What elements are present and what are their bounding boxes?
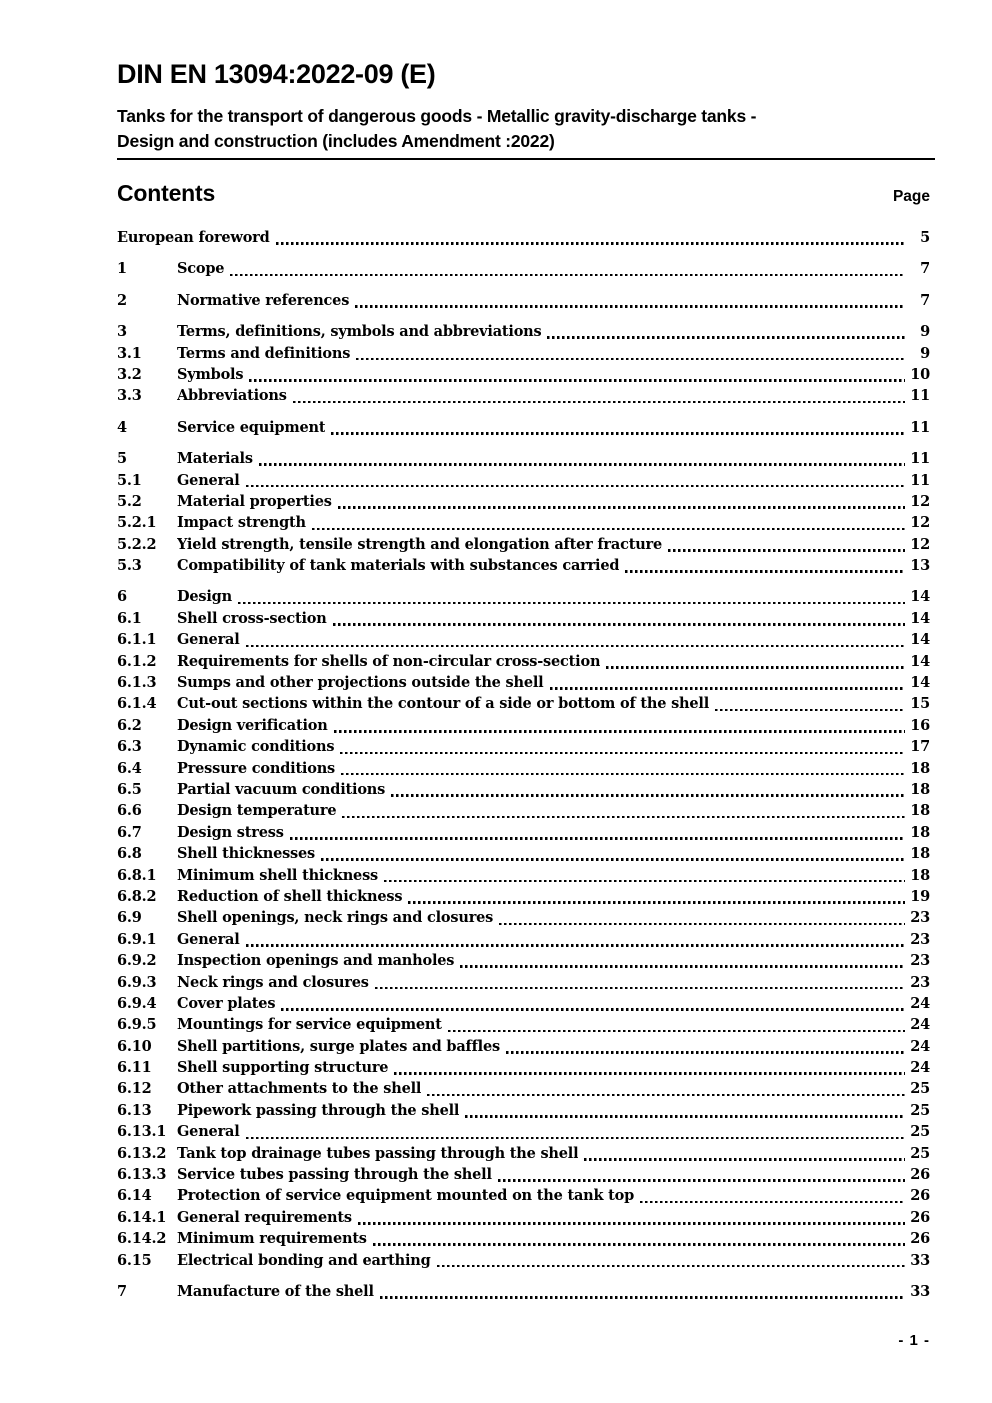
toc-entry-number: 6.8.1 bbox=[117, 866, 157, 884]
toc-entry-page: 13 bbox=[910, 557, 930, 575]
toc-entry-title: Service tubes passing through the shell bbox=[177, 1166, 492, 1184]
toc-entry-number: 3 bbox=[117, 323, 127, 341]
toc-entry-title: Service equipment bbox=[177, 418, 326, 436]
dotted-leader bbox=[437, 1265, 905, 1268]
toc-row bbox=[117, 1121, 930, 1142]
toc-entry-title: Electrical bonding and earthing bbox=[177, 1251, 431, 1269]
page-column-label: Page bbox=[892, 188, 930, 205]
toc-entry-number: 6.1.1 bbox=[117, 631, 157, 649]
toc-row bbox=[117, 555, 930, 576]
toc-entry-number: 5.2 bbox=[117, 492, 142, 510]
toc-entry-title: Compatibility of tank materials with substances carried bbox=[177, 557, 620, 575]
toc-entry-title: European foreword bbox=[117, 229, 270, 246]
toc-entry-page: 12 bbox=[910, 535, 930, 553]
contents-heading: Contents bbox=[117, 180, 216, 206]
toc-entry-title: Abbreviations bbox=[177, 387, 287, 405]
dotted-leader bbox=[375, 987, 905, 990]
toc-entry-page: 11 bbox=[910, 450, 930, 468]
toc-entry-page: 12 bbox=[910, 492, 930, 510]
toc-entry-title: Minimum shell thickness bbox=[177, 866, 378, 884]
toc-entry-page: 14 bbox=[910, 674, 930, 692]
toc-row bbox=[117, 865, 930, 886]
toc-row bbox=[117, 448, 930, 469]
dotted-leader bbox=[550, 687, 906, 690]
toc-entry-number: 3.2 bbox=[117, 365, 142, 383]
toc-entry-number: 4 bbox=[117, 418, 127, 436]
toc-entry-number: 5.2.2 bbox=[117, 535, 157, 553]
toc-entry-title: General requirements bbox=[177, 1208, 352, 1226]
toc-entry-number: 2 bbox=[117, 291, 127, 309]
dotted-leader bbox=[584, 1158, 905, 1161]
dotted-leader bbox=[290, 837, 905, 840]
dotted-leader bbox=[384, 880, 905, 883]
toc-entry-number: 6.1.2 bbox=[117, 652, 157, 670]
toc-entry-number: 6.2 bbox=[117, 716, 142, 734]
toc-entry-title: Shell supporting structure bbox=[177, 1059, 389, 1077]
toc-entry-page: 26 bbox=[910, 1208, 930, 1226]
toc-entry-number: 6.5 bbox=[117, 780, 142, 798]
dotted-leader bbox=[312, 528, 905, 531]
toc-entry-title: Terms, definitions, symbols and abbreviations bbox=[177, 323, 542, 341]
toc-row bbox=[117, 886, 930, 907]
footer-page-number: - 1 - bbox=[898, 1332, 930, 1350]
toc-entry-page: 18 bbox=[910, 780, 930, 798]
toc-row bbox=[117, 470, 930, 491]
toc-row bbox=[117, 1057, 930, 1078]
toc-row bbox=[117, 672, 930, 693]
toc-entry-number: 6.6 bbox=[117, 802, 142, 820]
dotted-leader bbox=[391, 794, 905, 797]
toc-entry-number: 6.14 bbox=[117, 1187, 152, 1205]
toc-row bbox=[117, 629, 930, 650]
toc-entry-title: Shell partitions, surge plates and baffles bbox=[177, 1037, 500, 1055]
dotted-leader bbox=[606, 666, 905, 669]
toc-row bbox=[117, 512, 930, 533]
toc-row bbox=[117, 950, 930, 971]
toc-entry-page: 24 bbox=[910, 1059, 930, 1077]
dotted-leader bbox=[625, 570, 905, 573]
toc-entry-number: 6.3 bbox=[117, 738, 142, 756]
toc-entry-number: 6.14.1 bbox=[117, 1208, 167, 1226]
toc-entry-page: 24 bbox=[910, 1016, 930, 1034]
toc-entry-page: 18 bbox=[910, 802, 930, 820]
toc-entry-number: 6.13.3 bbox=[117, 1166, 167, 1184]
toc-entry-title: Pressure conditions bbox=[177, 759, 336, 777]
dotted-leader bbox=[355, 305, 905, 308]
toc-entry-number: 6.14.2 bbox=[117, 1230, 167, 1248]
toc-entry-page: 9 bbox=[920, 344, 930, 362]
toc-entry-number: 6.10 bbox=[117, 1037, 152, 1055]
toc-row bbox=[117, 693, 930, 714]
toc-entry-page: 11 bbox=[910, 387, 930, 405]
contents-header-row bbox=[117, 179, 930, 207]
toc-entry-title: General bbox=[177, 471, 240, 489]
toc-row bbox=[117, 1164, 930, 1185]
toc-entry-page: 15 bbox=[910, 695, 930, 713]
toc-entry-title: Inspection openings and manholes bbox=[177, 952, 455, 970]
toc-row bbox=[117, 491, 930, 512]
toc-row bbox=[117, 1250, 930, 1271]
dotted-leader bbox=[333, 623, 905, 626]
toc-entry-number: 6.13.2 bbox=[117, 1144, 167, 1162]
table-of-contents bbox=[117, 227, 930, 1302]
toc-entry-number: 6.9.2 bbox=[117, 952, 157, 970]
toc-row bbox=[117, 1228, 930, 1249]
toc-entry-title: Requirements for shells of non-circular cross-section bbox=[177, 652, 601, 670]
dotted-leader bbox=[342, 816, 905, 819]
dotted-leader bbox=[338, 506, 905, 509]
toc-entry-title: Protection of service equipment mounted on the tank top bbox=[177, 1187, 635, 1205]
toc-entry-number: 6.9.1 bbox=[117, 930, 157, 948]
toc-row bbox=[117, 321, 930, 342]
toc-row bbox=[117, 1143, 930, 1164]
dotted-leader bbox=[460, 965, 905, 968]
toc-entry-page: 17 bbox=[910, 738, 930, 756]
toc-entry-page: 5 bbox=[920, 229, 930, 246]
toc-entry-page: 23 bbox=[910, 952, 930, 970]
toc-entry-number: 6.9 bbox=[117, 909, 142, 927]
doc-title-line-2: Design and construction (includes Amendment :2022) bbox=[117, 131, 555, 151]
dotted-leader bbox=[506, 1051, 905, 1054]
dotted-leader bbox=[356, 358, 905, 361]
dotted-leader bbox=[259, 463, 905, 466]
toc-row bbox=[117, 290, 930, 311]
toc-entry-number: 6.13.1 bbox=[117, 1123, 167, 1141]
toc-entry-title: Symbols bbox=[177, 365, 244, 383]
dotted-leader bbox=[334, 730, 905, 733]
toc-entry-page: 26 bbox=[910, 1166, 930, 1184]
toc-entry-number: 6.1.4 bbox=[117, 695, 157, 713]
toc-entry-page: 16 bbox=[910, 716, 930, 734]
toc-entry-page: 11 bbox=[910, 471, 930, 489]
toc-entry-number: 6.1 bbox=[117, 609, 142, 627]
toc-row bbox=[117, 586, 930, 607]
toc-entry-title: Design verification bbox=[177, 716, 328, 734]
dotted-leader bbox=[230, 274, 905, 277]
toc-entry-page: 14 bbox=[910, 609, 930, 627]
toc-entry-page: 26 bbox=[910, 1230, 930, 1248]
toc-row bbox=[117, 800, 930, 821]
toc-row bbox=[117, 343, 930, 364]
toc-entry-number: 5.3 bbox=[117, 557, 142, 575]
dotted-leader bbox=[340, 752, 905, 755]
toc-entry-page: 24 bbox=[910, 1037, 930, 1055]
toc-entry-page: 23 bbox=[910, 973, 930, 991]
toc-row bbox=[117, 1036, 930, 1057]
toc-entry-title: Mountings for service equipment bbox=[177, 1016, 442, 1034]
toc-entry-page: 33 bbox=[910, 1282, 930, 1300]
dotted-leader bbox=[238, 602, 905, 605]
toc-entry-page: 25 bbox=[910, 1101, 930, 1119]
toc-entry-page: 9 bbox=[920, 323, 930, 341]
toc-entry-page: 7 bbox=[920, 291, 930, 309]
toc-entry-title: Pipework passing through the shell bbox=[177, 1101, 460, 1119]
toc-row bbox=[117, 608, 930, 629]
toc-row bbox=[117, 1207, 930, 1228]
dotted-leader bbox=[373, 1243, 905, 1246]
toc-row bbox=[117, 227, 930, 248]
toc-entry-title: Cover plates bbox=[177, 994, 276, 1012]
toc-entry-title: Shell cross-section bbox=[177, 609, 327, 627]
toc-entry-number: 6.9.5 bbox=[117, 1016, 157, 1034]
toc-entry-title: Neck rings and closures bbox=[177, 973, 369, 991]
toc-entry-number: 6.13 bbox=[117, 1101, 152, 1119]
toc-entry-page: 23 bbox=[910, 930, 930, 948]
doc-number-heading: DIN EN 13094:2022-09 (E) bbox=[117, 59, 436, 89]
dotted-leader bbox=[715, 709, 905, 712]
toc-entry-number: 6.7 bbox=[117, 823, 142, 841]
toc-row bbox=[117, 907, 930, 928]
dotted-leader bbox=[668, 549, 905, 552]
toc-row bbox=[117, 736, 930, 757]
toc-entry-number: 6.12 bbox=[117, 1080, 152, 1098]
toc-entry-title: Minimum requirements bbox=[177, 1230, 367, 1248]
toc-entry-title: General bbox=[177, 631, 240, 649]
toc-entry-title: Reduction of shell thickness bbox=[177, 887, 403, 905]
toc-entry-page: 18 bbox=[910, 823, 930, 841]
dotted-leader bbox=[380, 1296, 905, 1299]
toc-row bbox=[117, 822, 930, 843]
toc-entry-page: 18 bbox=[910, 866, 930, 884]
toc-entry-title: Sumps and other projections outside the shell bbox=[177, 674, 544, 692]
toc-entry-title: Shell thicknesses bbox=[177, 845, 316, 863]
dotted-leader bbox=[246, 485, 905, 488]
dotted-leader bbox=[276, 242, 905, 245]
toc-entry-title: Yield strength, tensile strength and elongation after fracture bbox=[177, 535, 663, 553]
toc-entry-title: Material properties bbox=[177, 492, 332, 510]
toc-entry-page: 25 bbox=[910, 1080, 930, 1098]
toc-entry-title: Dynamic conditions bbox=[177, 738, 335, 756]
toc-entry-title: Shell openings, neck rings and closures bbox=[177, 909, 494, 927]
toc-entry-number: 6 bbox=[117, 588, 127, 606]
toc-row bbox=[117, 1100, 930, 1121]
toc-entry-page: 10 bbox=[910, 365, 930, 383]
dotted-leader bbox=[293, 401, 905, 404]
toc-entry-number: 6.4 bbox=[117, 759, 142, 777]
toc-row bbox=[117, 258, 930, 279]
dotted-leader bbox=[394, 1072, 905, 1075]
toc-entry-page: 14 bbox=[910, 652, 930, 670]
toc-entry-title: Normative references bbox=[177, 291, 350, 309]
toc-entry-page: 14 bbox=[910, 588, 930, 606]
toc-entry-title: Design temperature bbox=[177, 802, 337, 820]
toc-entry-title: Design bbox=[177, 588, 232, 606]
dotted-leader bbox=[465, 1115, 905, 1118]
toc-entry-number: 1 bbox=[117, 260, 127, 278]
dotted-leader bbox=[246, 645, 905, 648]
toc-entry-number: 6.8 bbox=[117, 845, 142, 863]
toc-entry-number: 7 bbox=[117, 1282, 127, 1300]
toc-entry-title: Cut-out sections within the contour of a side or bottom of the shell bbox=[177, 695, 710, 713]
dotted-leader bbox=[331, 432, 905, 435]
dotted-leader bbox=[281, 1008, 905, 1011]
toc-row bbox=[117, 1014, 930, 1035]
toc-entry-number: 5 bbox=[117, 450, 127, 468]
toc-entry-page: 12 bbox=[910, 514, 930, 532]
toc-entry-title: Partial vacuum conditions bbox=[177, 780, 386, 798]
toc-entry-page: 26 bbox=[910, 1187, 930, 1205]
toc-entry-number: 6.15 bbox=[117, 1251, 152, 1269]
dotted-leader bbox=[246, 1137, 905, 1140]
toc-entry-title: Terms and definitions bbox=[177, 344, 351, 362]
toc-row bbox=[117, 417, 930, 438]
toc-entry-page: 19 bbox=[910, 887, 930, 905]
doc-title-line-1: Tanks for the transport of dangerous goods - Metallic gravity-discharge tanks - bbox=[117, 106, 757, 126]
toc-row bbox=[117, 715, 930, 736]
toc-entry-title: Design stress bbox=[177, 823, 284, 841]
toc-entry-number: 6.8.2 bbox=[117, 887, 157, 905]
dotted-leader bbox=[246, 944, 905, 947]
toc-entry-page: 33 bbox=[910, 1251, 930, 1269]
toc-entry-page: 25 bbox=[910, 1144, 930, 1162]
toc-entry-title: Manufacture of the shell bbox=[177, 1282, 374, 1300]
toc-row bbox=[117, 929, 930, 950]
doc-title bbox=[117, 104, 977, 154]
toc-row bbox=[117, 651, 930, 672]
toc-entry-number: 6.9.3 bbox=[117, 973, 157, 991]
toc-row bbox=[117, 385, 930, 406]
toc-entry-title: Scope bbox=[177, 260, 225, 278]
toc-entry-title: Impact strength bbox=[177, 514, 306, 532]
toc-row bbox=[117, 972, 930, 993]
dotted-leader bbox=[321, 858, 905, 861]
toc-row bbox=[117, 1185, 930, 1206]
toc-entry-number: 5.2.1 bbox=[117, 514, 157, 532]
toc-entry-page: 18 bbox=[910, 759, 930, 777]
page-footer bbox=[117, 1332, 930, 1349]
toc-entry-title: General bbox=[177, 930, 240, 948]
toc-entry-number: 3.1 bbox=[117, 344, 142, 362]
toc-entry-page: 25 bbox=[910, 1123, 930, 1141]
dotted-leader bbox=[499, 923, 905, 926]
dotted-leader bbox=[448, 1030, 905, 1033]
toc-entry-title: Materials bbox=[177, 450, 253, 468]
toc-entry-title: Tank top drainage tubes passing through the shell bbox=[177, 1144, 579, 1162]
toc-row bbox=[117, 993, 930, 1014]
dotted-leader bbox=[427, 1094, 905, 1097]
dotted-leader bbox=[498, 1179, 905, 1182]
toc-entry-title: General bbox=[177, 1123, 240, 1141]
toc-row bbox=[117, 1078, 930, 1099]
dotted-leader bbox=[249, 379, 905, 382]
toc-entry-number: 3.3 bbox=[117, 387, 142, 405]
toc-row bbox=[117, 1281, 930, 1302]
toc-entry-title: Other attachments to the shell bbox=[177, 1080, 422, 1098]
toc-row bbox=[117, 758, 930, 779]
toc-entry-number: 6.9.4 bbox=[117, 994, 157, 1012]
dotted-leader bbox=[547, 336, 905, 339]
toc-row bbox=[117, 843, 930, 864]
dotted-leader bbox=[640, 1201, 905, 1204]
dotted-leader bbox=[408, 901, 905, 904]
toc-entry-number: 6.11 bbox=[117, 1059, 152, 1077]
dotted-leader bbox=[358, 1222, 905, 1225]
toc-entry-page: 7 bbox=[920, 260, 930, 278]
toc-entry-page: 11 bbox=[910, 418, 930, 436]
toc-row bbox=[117, 364, 930, 385]
toc-entry-number: 5.1 bbox=[117, 471, 142, 489]
dotted-leader bbox=[341, 773, 905, 776]
toc-row bbox=[117, 779, 930, 800]
toc-entry-page: 24 bbox=[910, 994, 930, 1012]
toc-row bbox=[117, 534, 930, 555]
toc-entry-number: 6.1.3 bbox=[117, 674, 157, 692]
toc-entry-page: 18 bbox=[910, 845, 930, 863]
title-underline-rule bbox=[117, 158, 935, 160]
toc-entry-page: 14 bbox=[910, 631, 930, 649]
toc-entry-page: 23 bbox=[910, 909, 930, 927]
